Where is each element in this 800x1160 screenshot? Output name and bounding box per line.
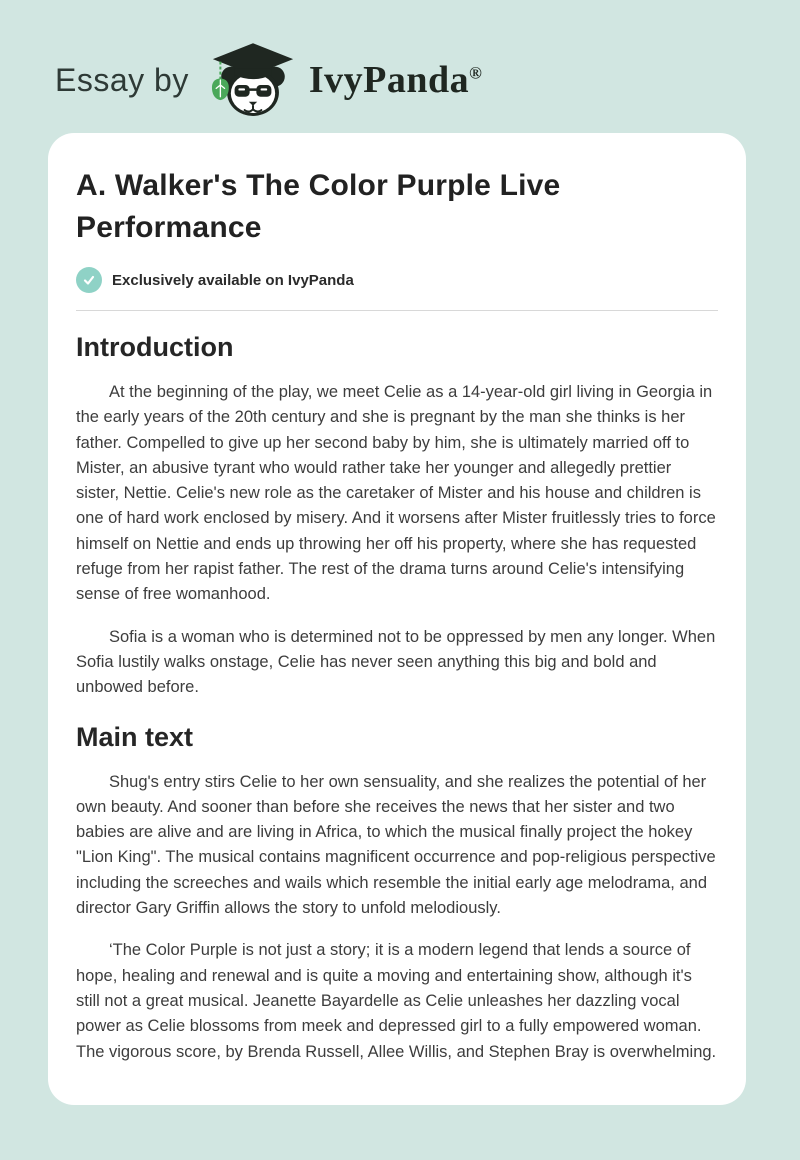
ivypanda-logo	[207, 41, 299, 119]
paragraph: ‘The Color Purple is not just a story; it is a modern legend that lends a source of hope, healing and renewal and is quite a moving and entertaining show, although it's still not a great musical. Jeanette Bayardelle as Celie unleashes her dazzling vocal power as Celie blossoms from meek and depressed girl to a fully empowered woman. The vigorous score, by Brenda Russell, Allee Willis, and Stephen Bray is overwhelming.	[76, 941, 717, 1061]
paragraph: At the beginning of the play, we meet Celie as a 14-year-old girl living in Georgia in the early years of the 20th century and she is pregnant by the man she thinks is her father. Compelled to give up her second baby by him, she is ultimately married off to Mister, an abusive tyrant who would rather take her younger and allegedly prettier sister, Nettie. Celie's new role as the caretaker of Mister and his house and children is one of hard work enclosed by misery. And it worsens after Mister fruitlessly tries to force himself on Nettie and ends up throwing her off his property, where she has requested refuge from her rapist father. The rest of the drama turns around Celie's intensifying sense of free womanhood.	[76, 383, 716, 604]
registered-trademark: ®	[469, 63, 483, 83]
divider	[76, 310, 718, 311]
exclusive-badge-label: Exclusively available on IvyPanda	[112, 271, 354, 289]
panda-graduate-logo-icon	[207, 41, 299, 119]
essay-by-label: Essay by	[55, 61, 189, 98]
section-heading-introduction: Introduction	[76, 332, 234, 362]
exclusive-badge	[76, 267, 718, 293]
check-icon	[76, 267, 102, 293]
brand-wordmark: IvyPanda®	[308, 59, 483, 101]
section-heading-main-text: Main text	[76, 721, 194, 752]
essay-title: A. Walker's The Color Purple Live Performance	[76, 169, 561, 244]
paragraph: Shug's entry stirs Celie to her own sensuality, and she realizes the potential of her own beauty. And sooner than before she receives the news that her sister and two babies are alive and are living in Africa, to which the musical finally project the hokey "Lion King". The musical contains magnificent occurrence and pop-religious perspective including the screeches and wails which resemble the initial early age melodrama, and director Gary Griffin allows the story to unfold melodiously.	[76, 772, 716, 918]
paragraph: Sofia is a woman who is determined not to be oppressed by men any longer. When Sofia lustily walks onstage, Celie has never seen anything this big and bold and unbowed before.	[76, 627, 716, 697]
essay-card	[48, 133, 746, 1105]
site-header	[0, 0, 800, 126]
